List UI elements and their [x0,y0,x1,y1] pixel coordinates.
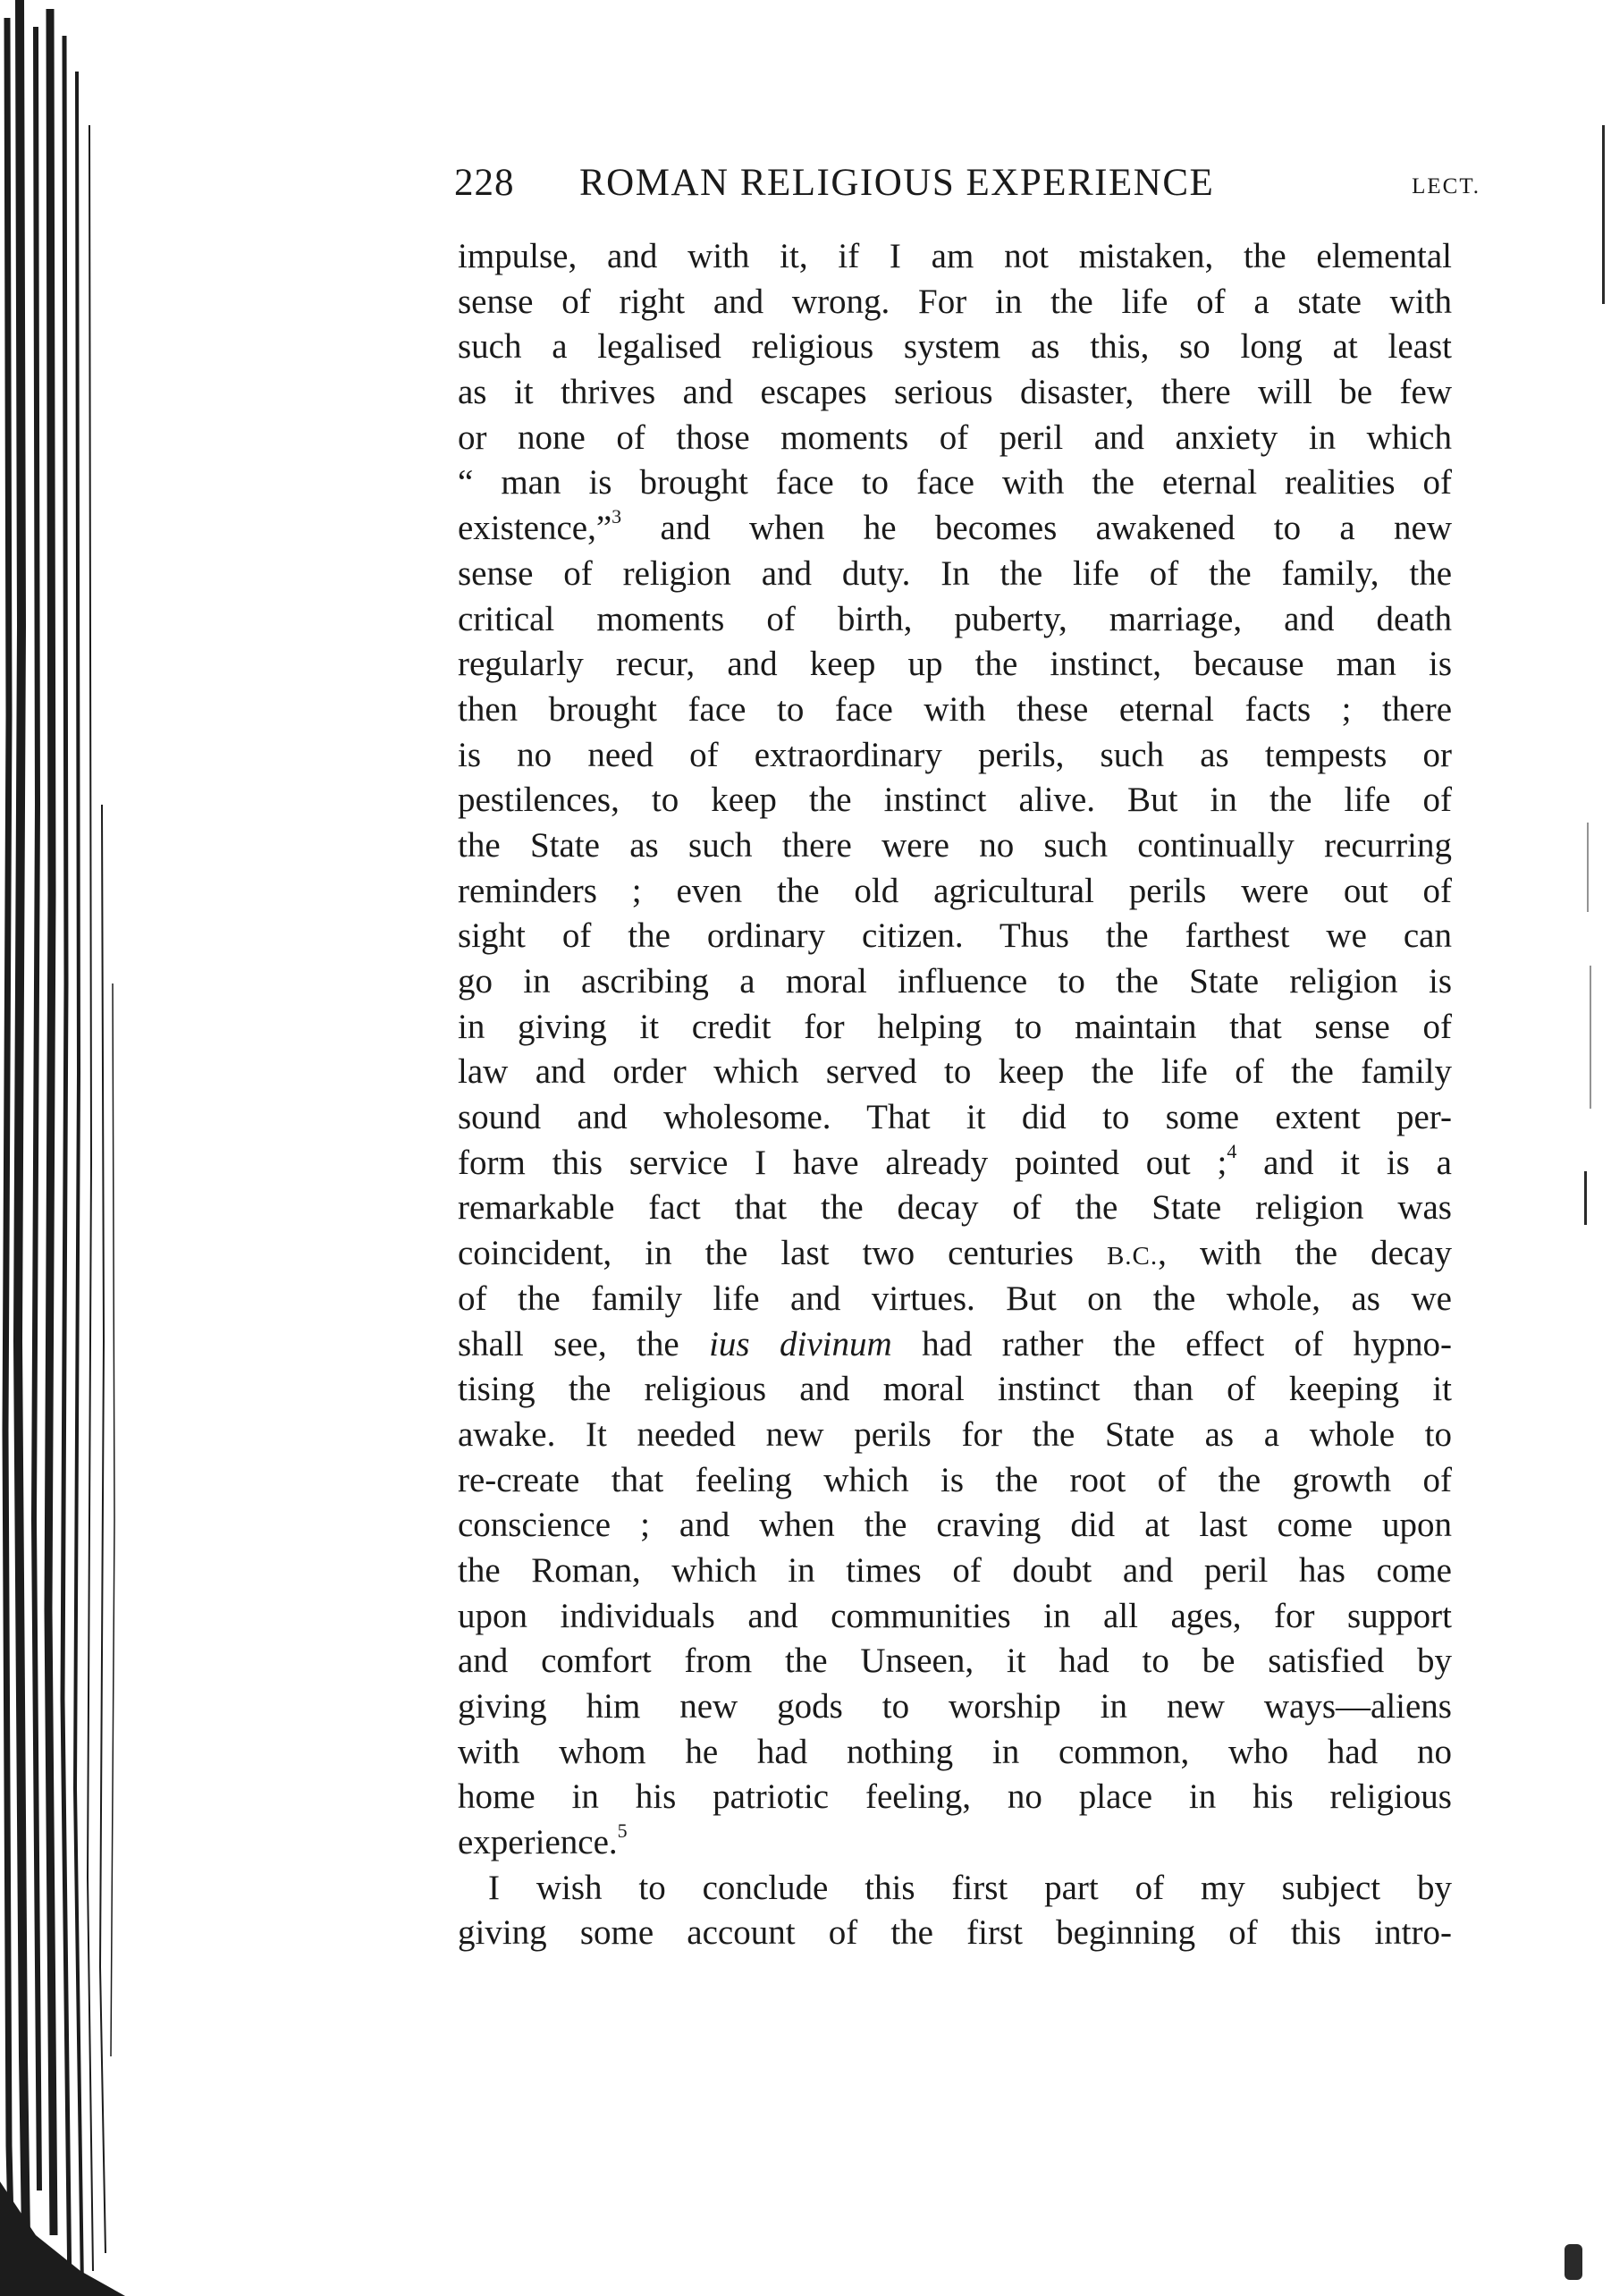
text-line: giving some account of the first beginning of this intro- [458,1913,1452,1953]
text-line: or none of those moments of peril and anxiety in which [458,418,1452,457]
text-line: giving him new gods to worship in new ways—aliens [458,1687,1452,1726]
scan-mark [1590,966,1591,1109]
lecture-label: LECT. [1412,174,1480,198]
text-line: and comfort from the Unseen, it had to be satisfied by [458,1642,1452,1681]
scan-mark [1602,125,1605,304]
page-number: 228 [454,162,515,204]
text-line: then brought face to face with these eternal facts ; there [458,689,1452,729]
scan-mark [1584,1171,1587,1225]
text-line: the State as such there were no such continually recurring [458,825,1452,865]
text-segment: and it is a [1236,1143,1452,1182]
text-line: is no need of extraordinary perils, such as tempests or [458,735,1452,774]
text-line: upon individuals and communities in all ages, for support [458,1596,1452,1635]
text-line: regularly recur, and keep up the instinct, because man is [458,645,1452,684]
latin-term: ius divinum [709,1324,892,1363]
text-line: remarkable fact that the decay of the State religion was [458,1188,1452,1228]
text-line [458,506,1452,552]
book-gutter-edge [0,0,125,2296]
text-line: with whom he had nothing in common, who had no [458,1732,1452,1771]
text-line: sound and wholesome. That it did to some extent per- [458,1098,1452,1137]
text-segment: , with the decay [1158,1234,1452,1273]
text-line: reminders ; even the old agricultural perils were out of [458,871,1452,910]
footnote-ref: 5 [617,1819,628,1843]
body-text [458,234,1452,1956]
running-title: ROMAN RELIGIOUS EXPERIENCE [579,162,1215,204]
text-line: “ man is brought face to face with the eternal realities of [458,463,1452,502]
text-segment: existence,” [458,509,612,548]
text-line: sense of religion and duty. In the life of the family, the [458,553,1452,593]
text-line: sight of the ordinary citizen. Thus the farthest we can [458,916,1452,956]
text-line: home in his patriotic feeling, no place in his religious [458,1777,1452,1817]
text-line: such a legalised religious system as this, so long at least [458,327,1452,367]
text-segment: coincident, in the last two centuries [458,1234,1107,1273]
text-segment: shall see, the [458,1324,710,1363]
text-line: tising the religious and moral instinct than of keeping it [458,1370,1452,1409]
text-line: sense of right and wrong. For in the life of a state with [458,282,1452,321]
text-line: law and order which served to keep the life of the family [458,1052,1452,1092]
text-line: I wish to conclude this first part of my subject by [488,1868,1452,1907]
text-line: in giving it credit for helping to maintain that sense of [458,1007,1452,1046]
text-line [458,1322,1452,1368]
text-line: as it thrives and escapes serious disaster, there will be few [458,373,1452,412]
paragraph-end-line [458,1820,1452,1866]
text-line: critical moments of birth, puberty, marriage, and death [458,599,1452,638]
text-segment: had rather the effect of hypno- [891,1324,1452,1363]
text-segment: experience. [458,1823,618,1862]
scan-mark [1587,823,1589,912]
text-line: the Roman, which in times of doubt and peril has come [458,1550,1452,1590]
footnote-ref: 4 [1227,1139,1237,1162]
text-line: pestilences, to keep the instinct alive. But in the life of [458,781,1452,820]
text-line: awake. It needed new perils for the State as a whole to [458,1414,1452,1454]
text-segment: and when he becomes awakened to a new [621,509,1452,548]
text-line: conscience ; and when the craving did at last come upon [458,1506,1452,1545]
era-abbreviation: B.C. [1106,1242,1159,1271]
text-line: go in ascribing a moral influence to the State religion is [458,962,1452,1000]
running-header [454,152,1480,215]
text-line: impulse, and with it, if I am not mistaken, the elemental [458,237,1452,275]
scan-mark [1565,2244,1582,2280]
footnote-ref: 3 [612,505,622,528]
text-segment: form this service I have already pointed out ; [458,1143,1227,1182]
text-line [458,1231,1452,1277]
text-line [458,1141,1452,1186]
text-line: re-create that feeling which is the root of the growth of [458,1460,1452,1499]
text-line: of the family life and virtues. But on the whole, as we [458,1279,1452,1318]
